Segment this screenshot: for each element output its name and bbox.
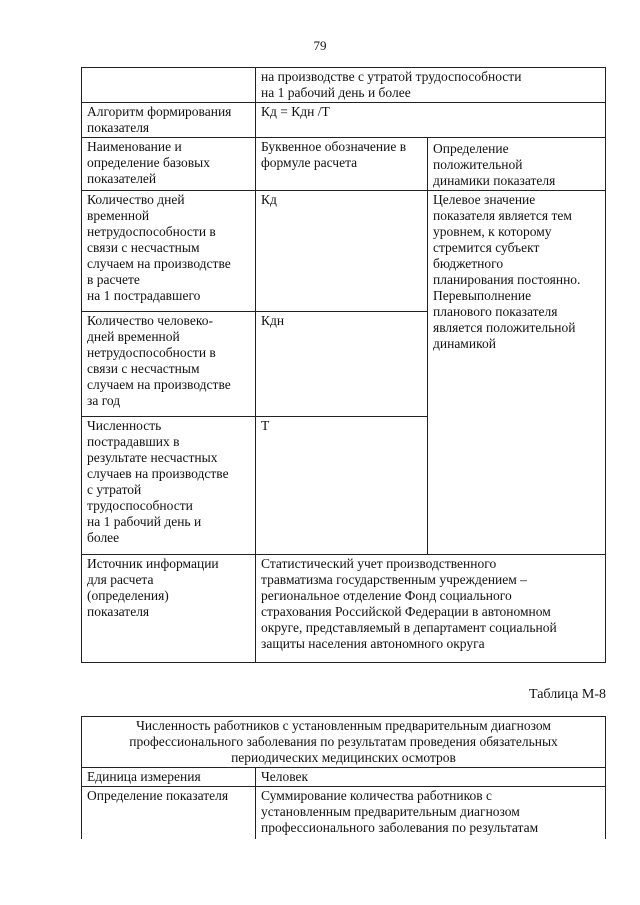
base-indicator-name: Численность пострадавших в результате несчастных случаев на производстве с утратой трудоспособности на 1 рабочий день и более	[82, 417, 256, 555]
unit-value: Человек	[256, 768, 606, 787]
table-row	[82, 191, 606, 312]
header-symbol-cell: Буквенное обозначение в формуле расчета	[256, 138, 428, 191]
source-value: Статистический учет производственного травматизма государственным учреждением – региональное отделение Фонд социального страхования Российской Федерации в автономном округе, представляемый в департамент социальной защиты населения автономного округа	[256, 555, 606, 663]
table-row	[82, 138, 606, 191]
base-indicator-symbol: Кдн	[256, 312, 428, 417]
base-indicator-name: Количество дней временной нетрудоспособности в связи с несчастным случаем на производстве в расчете на 1 пострадавшего	[82, 191, 256, 312]
page-number: 79	[313, 38, 327, 53]
header-dynamics-cell: Определение положительной динамики показателя	[428, 138, 606, 191]
table-cell	[82, 68, 256, 103]
header-name-cell: Наименование и определение базовых показателей	[82, 138, 256, 191]
base-indicator-symbol: Т	[256, 417, 428, 555]
positive-dynamics-cell: Целевое значение показателя является тем уровнем, к которому стремится субъект бюджетного планирования постоянно. Перевыполнение планового показателя является положительной динамикой	[428, 191, 606, 555]
continued-title-cell: на производстве с утратой трудоспособности на 1 рабочий день и более	[256, 68, 606, 103]
indicator-title: Численность работников с установленным предварительным диагнозом профессионального заболевания по результатам проведения обязательных периодических медицинских осмотров	[82, 717, 606, 768]
table-row	[82, 68, 606, 103]
unit-label: Единица измерения	[82, 768, 256, 787]
table-row	[82, 555, 606, 663]
table-row	[82, 717, 606, 768]
table-row	[82, 768, 606, 787]
table-row	[82, 787, 606, 839]
base-indicator-symbol: Кд	[256, 191, 428, 312]
definition-label: Определение показателя	[82, 787, 256, 839]
table-caption: Таблица М-8	[529, 687, 606, 702]
indicator-table-m8	[81, 716, 606, 839]
source-label: Источник информации для расчета (определения) показателя	[82, 555, 256, 663]
table-row	[82, 103, 606, 138]
algorithm-label: Алгоритм формирования показателя	[82, 103, 256, 138]
algorithm-value: Кд = Кдн /Т	[256, 103, 606, 138]
definition-value: Суммирование количества работников с установленным предварительным диагнозом профессионального заболевания по результатам	[256, 787, 606, 839]
base-indicator-name: Количество человеко- дней временной нетрудоспособности в связи с несчастным случаем на производстве за год	[82, 312, 256, 417]
indicator-table-m7	[81, 67, 606, 663]
